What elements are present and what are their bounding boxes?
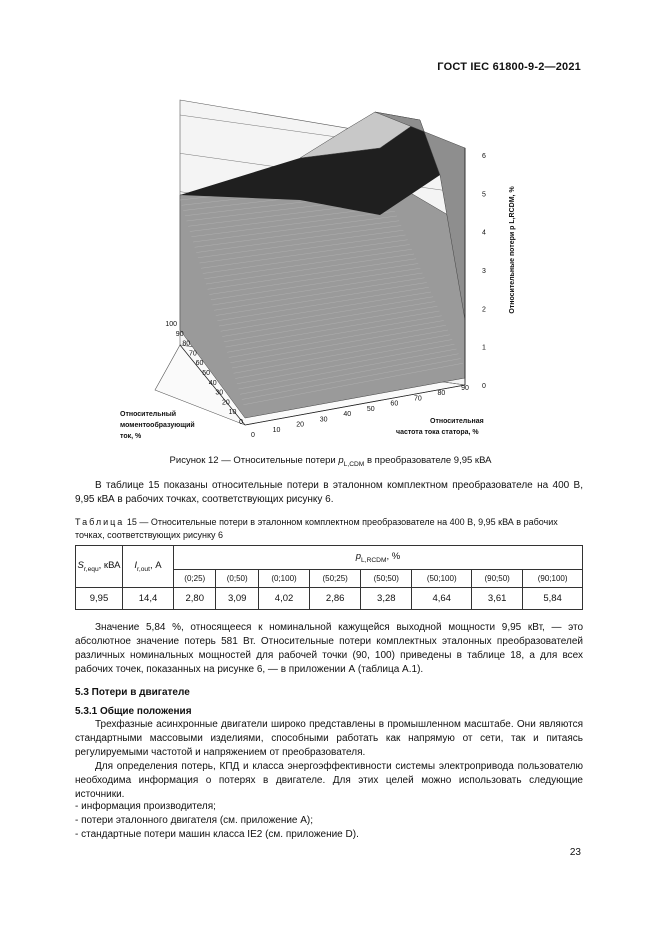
table-point-header: (0;50) bbox=[216, 570, 258, 588]
figure-caption: Рисунок 12 — Относительные потери $p_{L,CDM}$ в преобразователе 9,95 кВА bbox=[169, 455, 492, 468]
y-tick-label: 20 bbox=[222, 399, 230, 407]
y-tick-label: 100 bbox=[165, 321, 177, 328]
table-cell: 5,84 bbox=[523, 588, 583, 610]
y-tick-label: 0 bbox=[239, 419, 243, 426]
page-number: 23 bbox=[569, 847, 581, 858]
x-tick-label: 80 bbox=[437, 390, 446, 398]
x-tick-label: 40 bbox=[343, 411, 352, 419]
table-caption: Таблица 15 — Относительные потери в эталонном комплектном преобразователе на 400 В, 9,95 кВА в рабочих точках, соответствующих рисунку 6 bbox=[75, 517, 558, 540]
x-tick-label: 0 bbox=[251, 432, 255, 439]
list-item: - информация производителя; bbox=[75, 801, 216, 812]
loss-surface-chart bbox=[0, 0, 661, 460]
table-cell: 14,4 bbox=[123, 588, 174, 610]
paragraph-table-intro: В таблице 15 показаны относительные потери в эталонном комплектном преобразователе на 400 В, 9,95 кВА в рабочих точках, соответствующих рисунку 6. bbox=[75, 480, 583, 505]
y-tick-label: 70 bbox=[189, 350, 197, 358]
x-tick-label: 70 bbox=[413, 395, 422, 403]
z-tick-label: 2 bbox=[482, 306, 486, 314]
x-tick-label: 20 bbox=[296, 421, 305, 429]
table-cell: 4,02 bbox=[258, 588, 309, 610]
x-tick-label: 30 bbox=[319, 416, 328, 424]
sources-list bbox=[75, 800, 359, 842]
table-point-header: (90;100) bbox=[523, 570, 583, 588]
z-tick-label: 0 bbox=[482, 383, 486, 390]
z-tick-label: 6 bbox=[482, 153, 486, 160]
table-cell: 4,64 bbox=[412, 588, 472, 610]
y-tick-label: 90 bbox=[175, 330, 184, 338]
list-item: - потери эталонного двигателя (см. приложение А); bbox=[75, 815, 314, 826]
x-axis-label-line1: Относительная bbox=[430, 418, 484, 425]
z-tick-label: 4 bbox=[482, 229, 486, 237]
section-5-3-1-title: 5.3.1 Общие положения bbox=[75, 706, 192, 717]
table-point-header: (0;25) bbox=[174, 570, 216, 588]
table-cell: 9,95 bbox=[76, 588, 123, 610]
y-tick-label: 30 bbox=[215, 389, 224, 397]
y-tick-label: 50 bbox=[202, 370, 210, 377]
paragraph-loss-info: Для определения потерь, КПД и класса энергоэффективности системы электропривода пользователю необходима информация о потерях в двигателе. Для этих целей можно использовать следующие источники. bbox=[75, 761, 583, 800]
x-tick-label: 50 bbox=[366, 405, 375, 413]
z-axis-label: Относительные потери p L,RCDM, % bbox=[509, 186, 516, 314]
y-axis-label-line1: Относительный bbox=[120, 411, 177, 418]
x-tick-label: 10 bbox=[272, 426, 281, 434]
y-tick-label: 10 bbox=[228, 409, 237, 417]
y-axis-label-line3: ток, % bbox=[120, 433, 142, 440]
header-p-lrcdm: $p_{L,RCDM}$, % bbox=[174, 546, 583, 570]
table-point-header: (0;100) bbox=[258, 570, 309, 588]
table-cell: 2,80 bbox=[174, 588, 216, 610]
y-tick-label: 40 bbox=[208, 379, 217, 387]
header-s-req: $S_{r,equ}$, кВА bbox=[76, 546, 123, 588]
z-tick-label: 3 bbox=[482, 268, 486, 275]
table-cell: 3,61 bbox=[472, 588, 523, 610]
section-5-3-title: 5.3 Потери в двигателе bbox=[75, 687, 190, 698]
standard-header: ГОСТ IEC 61800-9-2—2021 bbox=[437, 61, 581, 73]
z-tick-label: 1 bbox=[482, 344, 486, 352]
table-cell: 3,28 bbox=[361, 588, 412, 610]
z-tick-label: 5 bbox=[482, 191, 486, 199]
paragraph-motors: Трехфазные асинхронные двигатели широко представлены в промышленном масштабе. Они являются стандартными массовыми изделиями, способными работать как напрямую от сети, так и питаясь регулируемыми частотой и напряжением от преобразователя. bbox=[75, 719, 583, 758]
z-axis bbox=[465, 148, 486, 390]
table-point-header: (90;50) bbox=[472, 570, 523, 588]
x-tick-label: 90 bbox=[461, 385, 469, 392]
x-axis-label-line2: частота тока статора, % bbox=[396, 429, 479, 436]
header-i-rout: $I_{r,out}$, А bbox=[123, 546, 174, 588]
table-point-header: (50;100) bbox=[412, 570, 472, 588]
table-cell: 3,09 bbox=[216, 588, 258, 610]
table-point-header: (50;25) bbox=[310, 570, 361, 588]
table-cell: 2,86 bbox=[310, 588, 361, 610]
y-tick-label: 60 bbox=[195, 360, 204, 368]
table-point-header: (50;50) bbox=[361, 570, 412, 588]
list-item: - стандартные потери машин класса IE2 (см. приложение D). bbox=[75, 829, 359, 840]
y-tick-label: 80 bbox=[182, 340, 191, 348]
y-axis-label-line2: моментообразующий bbox=[120, 422, 195, 429]
losses-table bbox=[75, 545, 583, 610]
paragraph-absolute-losses: Значение 5,84 %, относящееся к номинальной кажущейся выходной мощности 9,95 кВт, — это абсолютное значение потерь 581 Вт. Относительные потери комплектных эталонных преобразователей различных номинальных мощностей для рабочей точки (90, 100) приведены в таблице 18, а для всех рабочих точек, показанных на рисунке 6, — в приложении А (таблица А.1). bbox=[75, 622, 583, 675]
x-tick-label: 60 bbox=[390, 400, 399, 408]
